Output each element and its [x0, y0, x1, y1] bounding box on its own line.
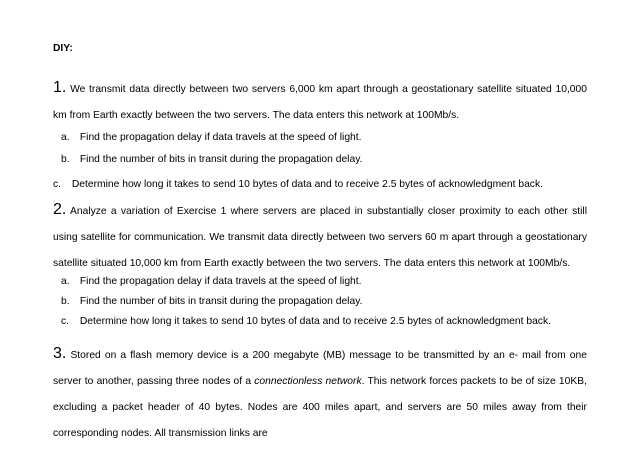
question-1-text: We transmit data directly between two servers 6,000 km apart through a geostationary satellite situated 10,000 km from Earth exactly between the two servers. The data enters this network at 100Mb/s. — [53, 84, 587, 121]
list-marker: c. — [61, 316, 70, 327]
list-item-text: Determine how long it takes to send 10 bytes of data and to receive 2.5 bytes of acknowledgment back. — [71, 179, 543, 190]
list-item-text: Find the number of bits in transit during the propagation delay. — [79, 296, 363, 307]
list-item-text: Determine how long it takes to send 10 bytes of data and to receive 2.5 bytes of acknowledgment back. — [79, 316, 551, 327]
list-marker: a. — [61, 132, 70, 143]
question-1-item-a — [53, 132, 587, 143]
question-2-text: Analyze a variation of Exercise 1 where servers are placed in substantially closer proximity to each other still using satellite for communication. We transmit data directly between two servers 60 m apart through a geostationary satellite situated 10,000 km from Earth exactly between the two servers. The data enters this network at 100Mb/s. — [53, 206, 587, 269]
list-marker: b. — [61, 154, 70, 165]
question-3-number: 3. — [53, 345, 67, 362]
question-2-number: 2. — [53, 201, 67, 218]
question-2-item-c — [53, 316, 587, 327]
question-1-number: 1. — [53, 79, 67, 96]
page-heading: DIY: — [53, 43, 73, 54]
question-2-item-a — [53, 276, 587, 287]
question-1-item-b — [53, 154, 587, 165]
question-3-emphasis: connectionless network — [254, 376, 362, 387]
question-2-item-b — [53, 296, 587, 307]
list-item-text: Find the number of bits in transit during the propagation delay. — [79, 154, 363, 165]
list-item-text: Find the propagation delay if data travels at the speed of light. — [79, 132, 362, 143]
question-3-text-after: . This network forces packets to be of size 10KB, excluding a packet header of 40 bytes. Nodes are 400 miles apart, and servers are 50 miles away from their corresponding nodes. All transmission links are — [53, 376, 587, 439]
question-1-paragraph — [53, 75, 587, 129]
list-marker: c. — [53, 179, 62, 190]
question-1-item-c — [53, 179, 587, 190]
question-3-text-before: Stored on a flash memory device is a 200 megabyte (MB) message to be transmitted by an e- mail from one server to another, passing three nodes of a — [53, 350, 587, 387]
list-item-text: Find the propagation delay if data travels at the speed of light. — [79, 276, 362, 287]
question-2-paragraph — [53, 197, 587, 277]
question-3-paragraph — [53, 341, 587, 447]
list-marker: b. — [61, 296, 70, 307]
list-marker: a. — [61, 276, 70, 287]
